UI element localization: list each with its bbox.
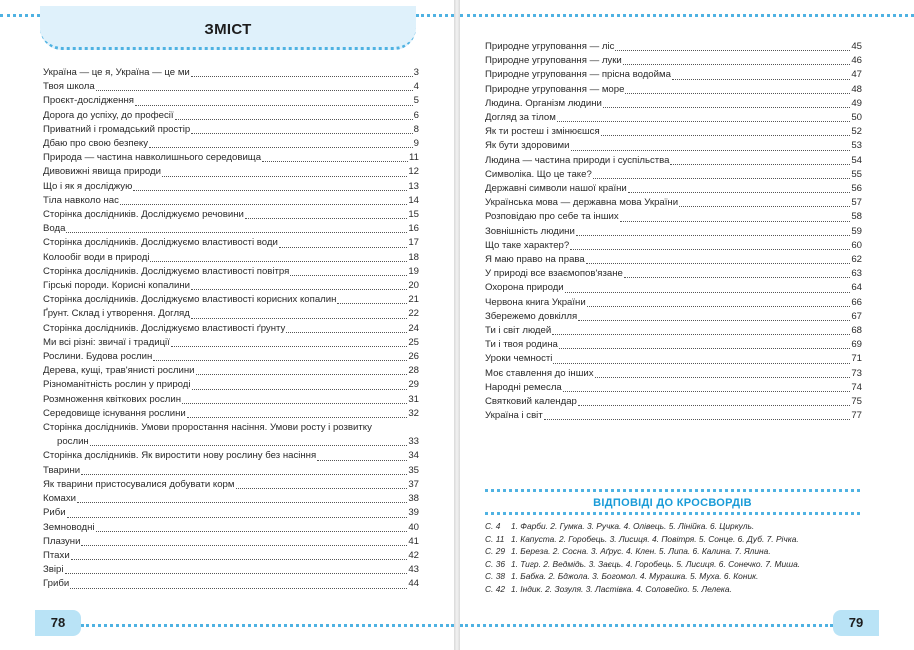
toc-entry-line2 [43,435,419,449]
toc-entry [485,68,862,82]
toc-entry [485,182,862,196]
toc-page-number: 37 [408,478,419,490]
toc-leader-dots [182,403,407,404]
toc-entry [485,40,862,54]
toc-entry-text: Ґрунт. Склад і утворення. Догляд [43,308,190,320]
crossword-page-ref: С. 11 [485,533,505,544]
toc-entry [43,293,419,307]
toc-page-number: 47 [851,69,862,81]
footer-dots [81,624,454,628]
toc-entry [43,109,419,123]
toc-page-number: 17 [408,237,419,249]
toc-leader-dots [67,517,408,518]
toc-entry-text: Святковий календар [485,396,577,408]
toc-page-number: 75 [851,396,862,408]
toc-page-number: 57 [851,197,862,209]
crossword-answer-row [485,520,865,533]
toc-entry-text: Дерева, кущі, трав'янисті рослини [43,365,195,377]
toc-leader-dots [565,292,851,293]
toc-entry [485,381,862,395]
toc-entry-text: Як тварини пристосувалися добувати корм [43,478,235,490]
toc-entry [43,336,419,350]
toc-entry-text: Приватний і громадський простір [43,123,191,135]
toc-page-number: 48 [851,83,862,95]
crossword-title: ВІДПОВІДІ ДО КРОСВОРДІВ [593,497,752,509]
crossword-answer-text: 1. Фарби. 2. Гумка. 3. Ручка. 4. Олівець. 5. Лінійка. 6. Циркуль. [511,521,755,531]
toc-entry [485,352,862,366]
toc-entry [43,180,419,194]
toc-page-number: 63 [851,268,862,280]
toc-entry-text: Що таке характер? [485,239,570,251]
toc-leader-dots [620,221,851,222]
toc-page-number: 9 [413,138,419,150]
crossword-answer-text: 1. Індик. 2. Зозуля. 3. Ластівка. 4. Соловейко. 5. Лелека. [511,583,732,594]
toc-entry-text: Природне угруповання — прісна водойма [485,69,671,81]
toc-leader-dots [96,531,408,532]
toc-leader-dots [679,206,850,207]
toc-entry-text: Моє ставлення до інших [485,367,594,379]
toc-entry [485,239,862,253]
toc-entry-text: Державні символи нашої країни [485,183,627,195]
toc-entry [43,137,419,151]
toc-leader-dots [262,161,408,162]
toc-entry-text: Вода [43,223,66,235]
toc-entry [43,350,419,364]
toc-leader-dots [133,190,407,191]
toc-entry [485,154,862,168]
toc-page-number: 77 [851,410,862,422]
crossword-answer-row [485,583,865,596]
crossword-answer-text: 1. Береза. 2. Сосна. 3. Аґрус. 4. Клен. 5. Липа. 6. Калина. 7. Ялина. [511,546,771,557]
toc-entry-text: Українська мова — державна мова України [485,197,679,209]
toc-entry-text: Сторінка дослідників. Умови проростання насіння. Умови росту і розвитку [43,422,372,434]
toc-entry-text: Твоя школа [43,81,95,93]
header-dots-left [0,14,40,18]
toc-leader-dots [578,405,850,406]
toc-entry-text: Я маю право на права [485,254,585,266]
toc-entry-text: Україна — це я, Україна — це ми [43,67,190,78]
toc-entry-text: Рослини. Будова рослин [43,351,153,363]
toc-entry-text: Збережемо довкілля [485,310,578,322]
toc-page-number: 41 [408,535,419,547]
toc-entry-text: Різноманітність рослин у природі [43,379,191,391]
toc-leader-dots [96,90,413,91]
toc-entry-text: Людина — частина природи і суспільства [485,154,670,166]
toc-page-number: 39 [408,507,419,519]
toc-entry-text: Сторінка дослідників. Як виростити нову рослину без насіння [43,450,317,462]
crossword-answer-row [485,570,865,583]
toc-entry [485,139,862,153]
toc-leader-dots [615,50,850,51]
toc-entry-text: Уроки чемності [485,353,553,365]
toc-entry [43,492,419,506]
toc-leader-dots [544,419,851,420]
toc-entry [485,97,862,111]
toc-leader-dots [557,121,850,122]
toc-entry [43,563,419,577]
toc-leader-dots [236,488,408,489]
toc-page-number: 25 [408,336,419,348]
toc-entry [43,251,419,265]
toc-leader-dots [279,247,408,248]
toc-page-number: 64 [851,282,862,294]
toc-leader-dots [672,79,850,80]
toc-page-number: 40 [408,521,419,533]
toc-entry [43,66,419,80]
toc-page-number: 19 [408,265,419,277]
toc-entry [43,407,419,421]
toc-entry [485,125,862,139]
toc-entry-text: Комахи [43,493,77,505]
toc-entry [43,378,419,392]
toc-leader-dots [81,545,407,546]
toc-entry [485,367,862,381]
toc-entry-text: Сторінка дослідників. Досліджуємо властивості ґрунту [43,322,286,334]
toc-entry-text: Птахи [43,549,70,561]
toc-entry [43,464,419,478]
toc-entry-text: Тварини [43,464,81,476]
crossword-page-ref: С. 38 [485,571,506,582]
toc-page-number: 20 [408,280,419,292]
toc-page-number: 60 [851,239,862,251]
toc-entry [43,364,419,378]
header-dots-right [416,14,454,18]
toc-entry-text: Середовище існування рослини [43,407,186,419]
toc-leader-dots [192,389,408,390]
toc-entry [43,151,419,165]
toc-leader-dots [191,133,412,134]
toc-entry-text: Догляд за тілом [485,112,556,124]
toc-entry-text: Гриби [43,578,70,590]
toc-page-number: 54 [851,154,862,166]
toc-right [485,40,862,423]
toc-entry-text: Україна і світ [485,410,543,422]
toc-leader-dots [196,374,408,375]
toc-leader-dots [191,289,407,290]
toc-entry-text: Проєкт-дослідження [43,95,134,107]
toc-entry-text: Дивовижні явища природи [43,166,162,178]
toc-leader-dots [593,178,851,179]
toc-entry [485,267,862,281]
toc-page-number: 68 [851,325,862,337]
toc-entry-text: Колообіг води в природі [43,251,150,263]
toc-entry-text: Ти і твоя родина [485,339,558,351]
toc-page-number: 4 [413,81,419,93]
toc-entry [485,324,862,338]
toc-entry-text: Символіка. Що це таке? [485,168,592,180]
toc-leader-dots [120,204,407,205]
toc-leader-dots [563,391,851,392]
toc-page-number: 71 [851,353,862,365]
toc-leader-dots [603,107,850,108]
toc-page-number: 3 [413,67,419,78]
toc-leader-dots [81,474,407,475]
toc-leader-dots [175,119,413,120]
toc-page-number: 31 [408,393,419,405]
toc-leader-dots [191,76,413,77]
toc-leader-dots [317,460,407,461]
toc-entry [43,506,419,520]
page-number-right: 79 [833,610,879,636]
toc-leader-dots [559,348,850,349]
toc-leader-dots [595,377,851,378]
toc-entry-text: У природі все взаємопов'язане [485,268,623,280]
toc-page-number: 34 [408,450,419,462]
crossword-dots-bottom [485,512,860,515]
toc-leader-dots [578,320,850,321]
toc-page-number: 49 [851,97,862,109]
toc-entry-text: Сторінка дослідників. Досліджуємо властивості води [43,237,278,249]
toc-entry [485,210,862,224]
toc-leader-dots [290,275,407,276]
toc-entry [43,478,419,492]
toc-leader-dots [623,64,851,65]
toc-entry-line2-row [57,435,419,449]
toc-leader-dots [337,303,407,304]
toc-entry [43,393,419,407]
toc-entry-text: Земноводні [43,521,95,533]
toc-page-number: 55 [851,168,862,180]
toc-page-number: 62 [851,254,862,266]
toc-leader-dots [71,559,408,560]
toc-page-number: 24 [408,322,419,334]
header-dots [460,14,914,18]
toc-entry [43,535,419,549]
toc-entry-text: Ти і світ людей [485,325,552,337]
crossword-answer-text: 1. Капуста. 2. Горобець. 3. Лисиця. 4. Повітря. 5. Сонце. 6. Дуб. 7. Річка. [511,533,799,544]
toc-page-number: 42 [408,549,419,561]
toc-page-number: 18 [408,251,419,263]
toc-page-number: 26 [408,351,419,363]
toc-entry-text: Дорога до успіху, до професії [43,109,174,121]
toc-leader-dots [670,164,850,165]
toc-entry [485,296,862,310]
toc-leader-dots [149,147,413,148]
toc-page-number: 14 [408,194,419,206]
toc-page-number: 35 [408,464,419,476]
toc-entry [43,80,419,94]
toc-entry [43,449,419,463]
toc-entry [43,208,419,222]
toc-entry [43,279,419,293]
toc-entry-text: Природне угруповання — море [485,83,625,95]
toc-entry [43,521,419,535]
toc-entry [43,194,419,208]
toc-entry [485,225,862,239]
toc-entry [485,83,862,97]
toc-page-number: 74 [851,381,862,393]
crossword-page-ref: С. 42 [485,583,506,594]
toc-entry-text: Сторінка дослідників. Досліджуємо властивості повітря [43,265,290,277]
toc-entry-text: Розповідаю про себе та інших [485,211,619,223]
crossword-page-ref: С. 29 [485,546,506,557]
toc-page-number: 50 [851,112,862,124]
toc-leader-dots [171,346,407,347]
toc-leader-dots [162,176,407,177]
toc-entry [43,421,419,449]
toc-page-number: 46 [851,55,862,67]
toc-page-number: 66 [851,296,862,308]
toc-page-number: 11 [409,152,419,164]
toc-leader-dots [90,445,408,446]
toc-page-number: 21 [408,294,419,306]
toc-left [43,66,419,592]
toc-entry-text: Людина. Організм людини [485,97,602,109]
toc-page-number: 44 [408,578,419,590]
toc-leader-dots [624,277,850,278]
crossword-answer-row [485,558,865,571]
toc-entry [43,307,419,321]
toc-leader-dots [66,232,407,233]
crossword-dots-top [485,489,860,492]
toc-entry [485,310,862,324]
crossword-answer-row [485,545,865,558]
toc-leader-dots [135,105,413,106]
toc-page-number: 6 [413,109,419,121]
toc-leader-dots [576,235,850,236]
toc-page-number: 15 [408,209,419,221]
toc-leader-dots [586,263,851,264]
toc-entry-text: Природне угруповання — ліс [485,41,615,52]
toc-entry-text: Плазуни [43,535,81,547]
crossword-page-ref: С. 36 [485,558,506,569]
toc-entry [43,236,419,250]
toc-entry [485,253,862,267]
toc-page-number: 43 [408,564,419,576]
toc-entry [43,222,419,236]
toc-page-number: 73 [851,367,862,379]
toc-page-number: 69 [851,339,862,351]
toc-entry-text: Дбаю про свою безпеку [43,138,149,150]
toc-entry-text: Ми всі різні: звичаї і традиції [43,336,170,348]
toc-entry-text: Червона книга України [485,296,586,308]
toc-entry-text: Природне угруповання — луки [485,55,622,67]
toc-entry [43,265,419,279]
toc-entry-text: Зовнішність людини [485,225,575,237]
toc-page-number: 53 [851,140,862,152]
toc-leader-dots [587,306,851,307]
toc-entry-text: Як бути здоровими [485,140,570,152]
toc-leader-dots [153,360,407,361]
toc-page-number: 5 [413,95,419,107]
toc-entry-text: Тіла навколо нас [43,194,119,206]
toc-page-number: 22 [408,308,419,320]
toc-page-number: 28 [408,365,419,377]
toc-page-number: 32 [408,407,419,419]
toc-entry [485,338,862,352]
toc-leader-dots [191,318,407,319]
toc-entry-text: Як ти ростеш і змінюєшся [485,126,600,138]
toc-entry [43,94,419,108]
toc-entry [485,111,862,125]
toc-leader-dots [625,93,850,94]
toc-page-number: 56 [851,183,862,195]
toc-page-number: 59 [851,225,862,237]
crossword-answer-text: 1. Бабка. 2. Бджола. 3. Богомол. 4. Мурашка. 5. Муха. 6. Коник. [511,571,759,582]
crossword-answer-row [485,533,865,546]
toc-entry-text: Сторінка дослідників. Досліджуємо властивості корисних копалин [43,294,337,306]
toc-entry-text: Риби [43,507,66,519]
toc-leader-dots [571,150,851,151]
footer-dots-right [460,624,833,628]
toc-leader-dots [70,588,407,589]
toc-leader-dots [570,249,850,250]
toc-entry [43,549,419,563]
toc-entry [43,577,419,591]
toc-page-number: 67 [851,310,862,322]
toc-page-number: 16 [408,223,419,235]
toc-page-number: 38 [408,493,419,505]
crossword-page-ref: С. 4 [485,521,501,531]
toc-leader-dots [553,363,850,364]
toc-entry-text: Природа — частина навколишнього середовища [43,152,262,164]
toc-entry [485,281,862,295]
toc-entry [485,395,862,409]
page-number: 78 [35,610,81,636]
toc-entry-text: Народні ремесла [485,381,562,393]
toc-page-number: 45 [851,41,862,52]
toc-entry-text: Охорона природи [485,282,564,294]
toc-page-number: 12 [408,166,419,178]
toc-leader-dots [187,417,408,418]
toc-entry [43,165,419,179]
toc-page-number: 58 [851,211,862,223]
toc-entry-text: Звірі [43,564,64,576]
toc-leader-dots [552,334,850,335]
page-title: ЗМІСТ [204,21,252,38]
toc-entry [43,123,419,137]
toc-page-number: 8 [413,123,419,135]
left-page [0,0,454,650]
toc-entry [485,168,862,182]
toc-entry-text-cont: рослин [57,436,89,448]
toc-leader-dots [286,332,407,333]
header-band [40,6,416,50]
toc-entry [485,54,862,68]
toc-page-number: 29 [408,379,419,391]
toc-entry-text: Сторінка дослідників. Досліджуємо речовини [43,209,244,221]
toc-page-number: 13 [408,180,419,192]
crossword-answers [485,520,865,596]
crossword-answer-text: 1. Тигр. 2. Ведмідь. 3. Заєць. 4. Горобець. 5. Лисиця. 6. Сонечко. 7. Миша. [511,558,801,569]
toc-page-number: 52 [851,126,862,138]
toc-page-number: 33 [408,436,419,448]
toc-entry [485,409,862,423]
toc-leader-dots [65,573,408,574]
toc-entry-text: Гірські породи. Корисні копалини [43,280,191,292]
toc-leader-dots [150,261,407,262]
toc-leader-dots [245,218,407,219]
toc-entry [485,196,862,210]
toc-leader-dots [601,135,851,136]
toc-entry-text: Що і як я досліджую [43,180,133,192]
toc-entry [43,322,419,336]
toc-leader-dots [77,502,407,503]
toc-entry-text: Розмноження квіткових рослин [43,393,182,405]
toc-leader-dots [628,192,851,193]
